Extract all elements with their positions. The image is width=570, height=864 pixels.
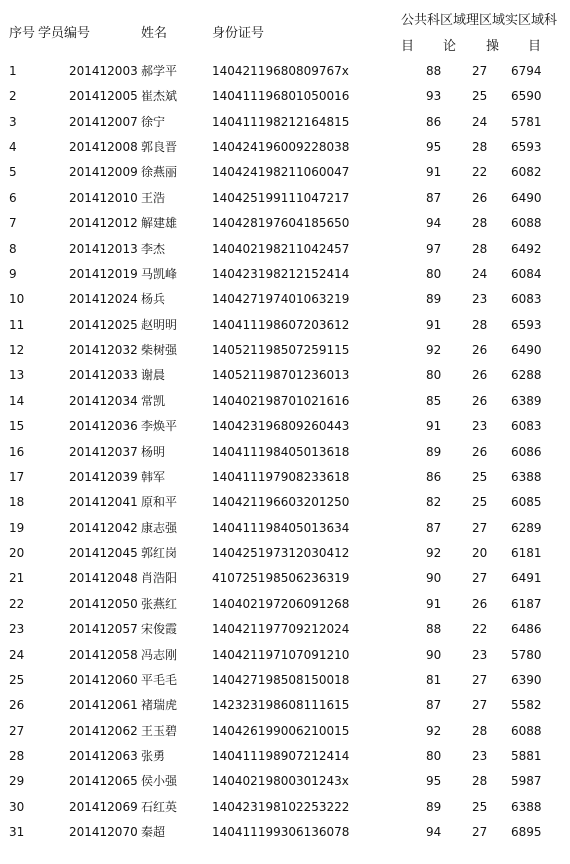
- name-cell: 李杰: [141, 241, 166, 256]
- seq-cell: 15: [9, 419, 25, 434]
- student-id-cell: 201412041: [69, 495, 138, 510]
- seq-cell: 20: [9, 546, 25, 561]
- table-row: [0, 597, 570, 617]
- practice-score-cell: 6794: [511, 64, 542, 78]
- student-id-cell: 201412048: [69, 571, 138, 586]
- name-cell: 郭红岗: [141, 546, 178, 561]
- student-id-cell: 201412069: [69, 799, 138, 814]
- practice-score-cell: 6083: [511, 292, 542, 307]
- id-card-cell: 140411198212164815: [212, 114, 350, 129]
- practice-score-cell: 6083: [511, 419, 542, 434]
- seq-cell: 22: [9, 596, 25, 611]
- theory-score-cell: 27: [472, 571, 488, 586]
- student-id-cell: 201412032: [69, 343, 138, 358]
- table-row: [0, 470, 570, 490]
- seq-cell: 10: [9, 292, 25, 307]
- seq-cell: 26: [9, 698, 25, 713]
- practice-score-cell: 6492: [511, 241, 542, 256]
- student-id-cell: 201412042: [69, 520, 138, 535]
- student-id-cell: 201412003: [69, 64, 138, 78]
- header-student-id: 学员编号: [38, 26, 91, 41]
- id-card-cell: 140411196801050016: [212, 89, 350, 104]
- table-row: [0, 368, 570, 388]
- name-cell: 褚瑞虎: [141, 698, 178, 713]
- table-row: [0, 140, 570, 160]
- seq-cell: 14: [9, 393, 25, 408]
- id-card-cell: 14040219800301243x: [212, 774, 349, 789]
- theory-score-cell: 26: [472, 444, 488, 459]
- seq-cell: 16: [9, 444, 25, 459]
- table-row: [0, 191, 570, 211]
- header-practice-top: 区域实: [479, 13, 519, 28]
- theory-score-cell: 28: [472, 140, 488, 155]
- id-card-cell: 140423196809260443: [212, 419, 350, 434]
- practice-score-cell: 6086: [511, 444, 542, 459]
- theory-score-cell: 25: [472, 469, 488, 484]
- id-card-cell: 140424198211060047: [212, 165, 350, 180]
- name-cell: 杨明: [141, 444, 166, 459]
- table-row: [0, 825, 570, 845]
- id-card-cell: 140411199306136078: [212, 825, 350, 840]
- practice-score-cell: 6082: [511, 165, 542, 180]
- student-id-cell: 201412034: [69, 393, 138, 408]
- theory-score-cell: 28: [472, 774, 488, 789]
- practice-score-cell: 6388: [511, 469, 542, 484]
- seq-cell: 12: [9, 343, 25, 358]
- student-id-cell: 201412045: [69, 546, 138, 561]
- name-cell: 谢晨: [141, 368, 166, 383]
- table-row: [0, 774, 570, 794]
- student-id-cell: 201412024: [69, 292, 138, 307]
- table-row: [0, 546, 570, 566]
- seq-cell: 8: [9, 241, 17, 256]
- table-row: [0, 622, 570, 642]
- table-row: [0, 242, 570, 262]
- theory-score-cell: 28: [472, 317, 488, 332]
- student-id-cell: 201412057: [69, 622, 138, 637]
- practice-score-cell: 5881: [511, 748, 542, 763]
- table-row: [0, 318, 570, 338]
- name-cell: 冯志刚: [141, 647, 178, 662]
- table-row: [0, 165, 570, 185]
- student-id-cell: 201412005: [69, 89, 138, 104]
- name-cell: 张燕红: [141, 596, 178, 611]
- theory-score-cell: 28: [472, 723, 488, 738]
- seq-cell: 1: [9, 64, 17, 78]
- table-row: [0, 724, 570, 744]
- practice-score-cell: 6389: [511, 393, 542, 408]
- name-cell: 平毛毛: [141, 672, 178, 687]
- theory-score-cell: 23: [472, 292, 488, 307]
- practice-score-cell: 6486: [511, 622, 542, 637]
- practice-score-cell: 5781: [511, 114, 542, 129]
- practice-score-cell: 6491: [511, 571, 542, 586]
- student-id-cell: 201412063: [69, 748, 138, 763]
- seq-cell: 29: [9, 774, 25, 789]
- practice-score-cell: 6084: [511, 266, 542, 281]
- id-card-cell: 140428197604185650: [212, 216, 350, 231]
- public-score-cell: 80: [426, 266, 442, 281]
- public-score-cell: 80: [426, 368, 442, 383]
- id-card-cell: 140425199111047217: [212, 190, 350, 205]
- id-card-cell: 140423198212152414: [212, 266, 350, 281]
- id-card-cell: 140411198405013634: [212, 520, 350, 535]
- name-cell: 王浩: [141, 190, 166, 205]
- practice-score-cell: 5987: [511, 774, 542, 789]
- theory-score-cell: 27: [472, 64, 488, 78]
- practice-score-cell: 6288: [511, 368, 542, 383]
- student-id-cell: 201412008: [69, 140, 138, 155]
- table-row: [0, 343, 570, 363]
- id-card-cell: 14042119680809767x: [212, 64, 349, 78]
- seq-cell: 25: [9, 672, 25, 687]
- table-row: [0, 749, 570, 769]
- student-id-cell: 201412012: [69, 216, 138, 231]
- practice-score-cell: 6388: [511, 799, 542, 814]
- table-row: [0, 64, 570, 84]
- student-id-cell: 201412070: [69, 825, 138, 840]
- table-row: [0, 673, 570, 693]
- theory-score-cell: 26: [472, 596, 488, 611]
- seq-cell: 4: [9, 140, 17, 155]
- id-card-cell: 140411197908233618: [212, 469, 350, 484]
- id-card-cell: 140402198211042457: [212, 241, 350, 256]
- name-cell: 石红英: [141, 799, 178, 814]
- id-card-cell: 140411198907212414: [212, 748, 350, 763]
- name-cell: 康志强: [141, 520, 178, 535]
- table-row: [0, 89, 570, 109]
- theory-score-cell: 27: [472, 698, 488, 713]
- header-subject-top: 区域科: [518, 13, 558, 28]
- theory-score-cell: 27: [472, 520, 488, 535]
- practice-score-cell: 6590: [511, 89, 542, 104]
- theory-score-cell: 28: [472, 216, 488, 231]
- header-id-card: 身份证号: [212, 26, 265, 41]
- practice-score-cell: 6088: [511, 216, 542, 231]
- public-score-cell: 88: [426, 622, 442, 637]
- theory-score-cell: 22: [472, 622, 488, 637]
- theory-score-cell: 23: [472, 748, 488, 763]
- table-row: [0, 394, 570, 414]
- public-score-cell: 82: [426, 495, 442, 510]
- name-cell: 柴树强: [141, 343, 178, 358]
- id-card-cell: 140402198701021616: [212, 393, 350, 408]
- id-card-cell: 140427197401063219: [212, 292, 350, 307]
- theory-score-cell: 28: [472, 241, 488, 256]
- public-score-cell: 94: [426, 216, 442, 231]
- public-score-cell: 89: [426, 444, 442, 459]
- id-card-cell: 410725198506236319: [212, 571, 350, 586]
- public-score-cell: 81: [426, 672, 442, 687]
- student-id-cell: 201412010: [69, 190, 138, 205]
- public-score-cell: 95: [426, 774, 442, 789]
- theory-score-cell: 23: [472, 419, 488, 434]
- seq-cell: 28: [9, 748, 25, 763]
- id-card-cell: 140521198507259115: [212, 343, 350, 358]
- header-practice-bottom: 操: [486, 39, 500, 54]
- seq-cell: 24: [9, 647, 25, 662]
- table-row: [0, 292, 570, 312]
- name-cell: 常凯: [141, 393, 166, 408]
- table-row: [0, 419, 570, 439]
- id-card-cell: 140426199006210015: [212, 723, 350, 738]
- theory-score-cell: 27: [472, 672, 488, 687]
- public-score-cell: 87: [426, 190, 442, 205]
- name-cell: 马凯峰: [141, 266, 178, 281]
- public-score-cell: 89: [426, 292, 442, 307]
- student-id-cell: 201412050: [69, 596, 138, 611]
- table-row: [0, 521, 570, 541]
- theory-score-cell: 20: [472, 546, 488, 561]
- header-theory-top: 区域理: [440, 13, 480, 28]
- header-public-top: 公共科: [401, 13, 441, 28]
- name-cell: 赵明明: [141, 317, 178, 332]
- practice-score-cell: 5780: [511, 647, 542, 662]
- id-card-cell: 140421197107091210: [212, 647, 350, 662]
- seq-cell: 23: [9, 622, 25, 637]
- seq-cell: 7: [9, 216, 17, 231]
- id-card-cell: 140521198701236013: [212, 368, 350, 383]
- public-score-cell: 91: [426, 165, 442, 180]
- seq-cell: 21: [9, 571, 25, 586]
- theory-score-cell: 24: [472, 114, 488, 129]
- public-score-cell: 87: [426, 520, 442, 535]
- student-id-cell: 201412007: [69, 114, 138, 129]
- theory-score-cell: 26: [472, 368, 488, 383]
- name-cell: 解建雄: [141, 216, 178, 231]
- seq-cell: 31: [9, 825, 25, 840]
- student-id-cell: 201412060: [69, 672, 138, 687]
- name-cell: 韩军: [141, 469, 166, 484]
- seq-cell: 2: [9, 89, 17, 104]
- name-cell: 崔杰斌: [141, 89, 178, 104]
- id-card-cell: 140423198102253222: [212, 799, 350, 814]
- header-theory-bottom: 论: [443, 39, 457, 54]
- practice-score-cell: 6593: [511, 317, 542, 332]
- name-cell: 郝学平: [141, 64, 178, 78]
- public-score-cell: 92: [426, 343, 442, 358]
- student-id-cell: 201412058: [69, 647, 138, 662]
- student-id-cell: 201412013: [69, 241, 138, 256]
- practice-score-cell: 5582: [511, 698, 542, 713]
- theory-score-cell: 25: [472, 799, 488, 814]
- id-card-cell: 140427198508150018: [212, 672, 350, 687]
- table-row: [0, 495, 570, 515]
- theory-score-cell: 26: [472, 343, 488, 358]
- seq-cell: 11: [9, 317, 25, 332]
- theory-score-cell: 27: [472, 825, 488, 840]
- table-row: [0, 267, 570, 287]
- name-cell: 王玉碧: [141, 723, 178, 738]
- public-score-cell: 86: [426, 114, 442, 129]
- name-cell: 徐宁: [141, 114, 166, 129]
- practice-score-cell: 6085: [511, 495, 542, 510]
- practice-score-cell: 6490: [511, 343, 542, 358]
- seq-cell: 5: [9, 165, 17, 180]
- id-card-cell: 140411198607203612: [212, 317, 350, 332]
- public-score-cell: 91: [426, 419, 442, 434]
- student-id-cell: 201412025: [69, 317, 138, 332]
- name-cell: 秦超: [141, 825, 166, 840]
- name-cell: 侯小强: [141, 774, 178, 789]
- practice-score-cell: 6187: [511, 596, 542, 611]
- name-cell: 肖浩阳: [141, 571, 178, 586]
- public-score-cell: 92: [426, 723, 442, 738]
- public-score-cell: 86: [426, 469, 442, 484]
- table-row: [0, 648, 570, 668]
- id-card-cell: 140402197206091268: [212, 596, 350, 611]
- theory-score-cell: 26: [472, 190, 488, 205]
- seq-cell: 9: [9, 266, 17, 281]
- table-row: [0, 698, 570, 718]
- header-subject-bottom: 目: [528, 39, 542, 54]
- theory-score-cell: 26: [472, 393, 488, 408]
- student-id-cell: 201412061: [69, 698, 138, 713]
- header-name: 姓名: [141, 26, 168, 41]
- theory-score-cell: 22: [472, 165, 488, 180]
- student-id-cell: 201412036: [69, 419, 138, 434]
- public-score-cell: 95: [426, 140, 442, 155]
- practice-score-cell: 6895: [511, 825, 542, 840]
- table-row: [0, 571, 570, 591]
- public-score-cell: 80: [426, 748, 442, 763]
- header-seq: 序号: [9, 26, 36, 41]
- public-score-cell: 92: [426, 546, 442, 561]
- id-card-cell: 142323198608111615: [212, 698, 350, 713]
- practice-score-cell: 6593: [511, 140, 542, 155]
- public-score-cell: 94: [426, 825, 442, 840]
- name-cell: 宋俊霞: [141, 622, 178, 637]
- name-cell: 张勇: [141, 748, 166, 763]
- id-card-cell: 140411198405013618: [212, 444, 350, 459]
- public-score-cell: 90: [426, 571, 442, 586]
- table-row: [0, 115, 570, 135]
- name-cell: 郭良晋: [141, 140, 178, 155]
- practice-score-cell: 6490: [511, 190, 542, 205]
- theory-score-cell: 25: [472, 495, 488, 510]
- table-row: [0, 216, 570, 236]
- public-score-cell: 97: [426, 241, 442, 256]
- practice-score-cell: 6289: [511, 520, 542, 535]
- public-score-cell: 91: [426, 596, 442, 611]
- seq-cell: 17: [9, 469, 25, 484]
- name-cell: 杨兵: [141, 292, 166, 307]
- public-score-cell: 90: [426, 647, 442, 662]
- seq-cell: 18: [9, 495, 25, 510]
- id-card-cell: 140421196603201250: [212, 495, 350, 510]
- student-id-cell: 201412009: [69, 165, 138, 180]
- student-id-cell: 201412033: [69, 368, 138, 383]
- theory-score-cell: 24: [472, 266, 488, 281]
- student-id-cell: 201412019: [69, 266, 138, 281]
- table-row: [0, 800, 570, 820]
- practice-score-cell: 6088: [511, 723, 542, 738]
- seq-cell: 3: [9, 114, 17, 129]
- seq-cell: 19: [9, 520, 25, 535]
- id-card-cell: 140424196009228038: [212, 140, 350, 155]
- header-public-bottom: 目: [401, 39, 415, 54]
- student-id-cell: 201412039: [69, 469, 138, 484]
- id-card-cell: 140425197312030412: [212, 546, 350, 561]
- theory-score-cell: 23: [472, 647, 488, 662]
- table-row: [0, 445, 570, 465]
- public-score-cell: 87: [426, 698, 442, 713]
- student-id-cell: 201412065: [69, 774, 138, 789]
- public-score-cell: 89: [426, 799, 442, 814]
- public-score-cell: 85: [426, 393, 442, 408]
- seq-cell: 30: [9, 799, 25, 814]
- seq-cell: 27: [9, 723, 25, 738]
- id-card-cell: 140421197709212024: [212, 622, 350, 637]
- seq-cell: 6: [9, 190, 17, 205]
- student-id-cell: 201412037: [69, 444, 138, 459]
- public-score-cell: 93: [426, 89, 442, 104]
- name-cell: 徐燕丽: [141, 165, 178, 180]
- practice-score-cell: 6181: [511, 546, 542, 561]
- seq-cell: 13: [9, 368, 25, 383]
- name-cell: 原和平: [141, 495, 178, 510]
- student-id-cell: 201412062: [69, 723, 138, 738]
- public-score-cell: 88: [426, 64, 442, 78]
- practice-score-cell: 6390: [511, 672, 542, 687]
- name-cell: 李焕平: [141, 419, 178, 434]
- public-score-cell: 91: [426, 317, 442, 332]
- theory-score-cell: 25: [472, 89, 488, 104]
